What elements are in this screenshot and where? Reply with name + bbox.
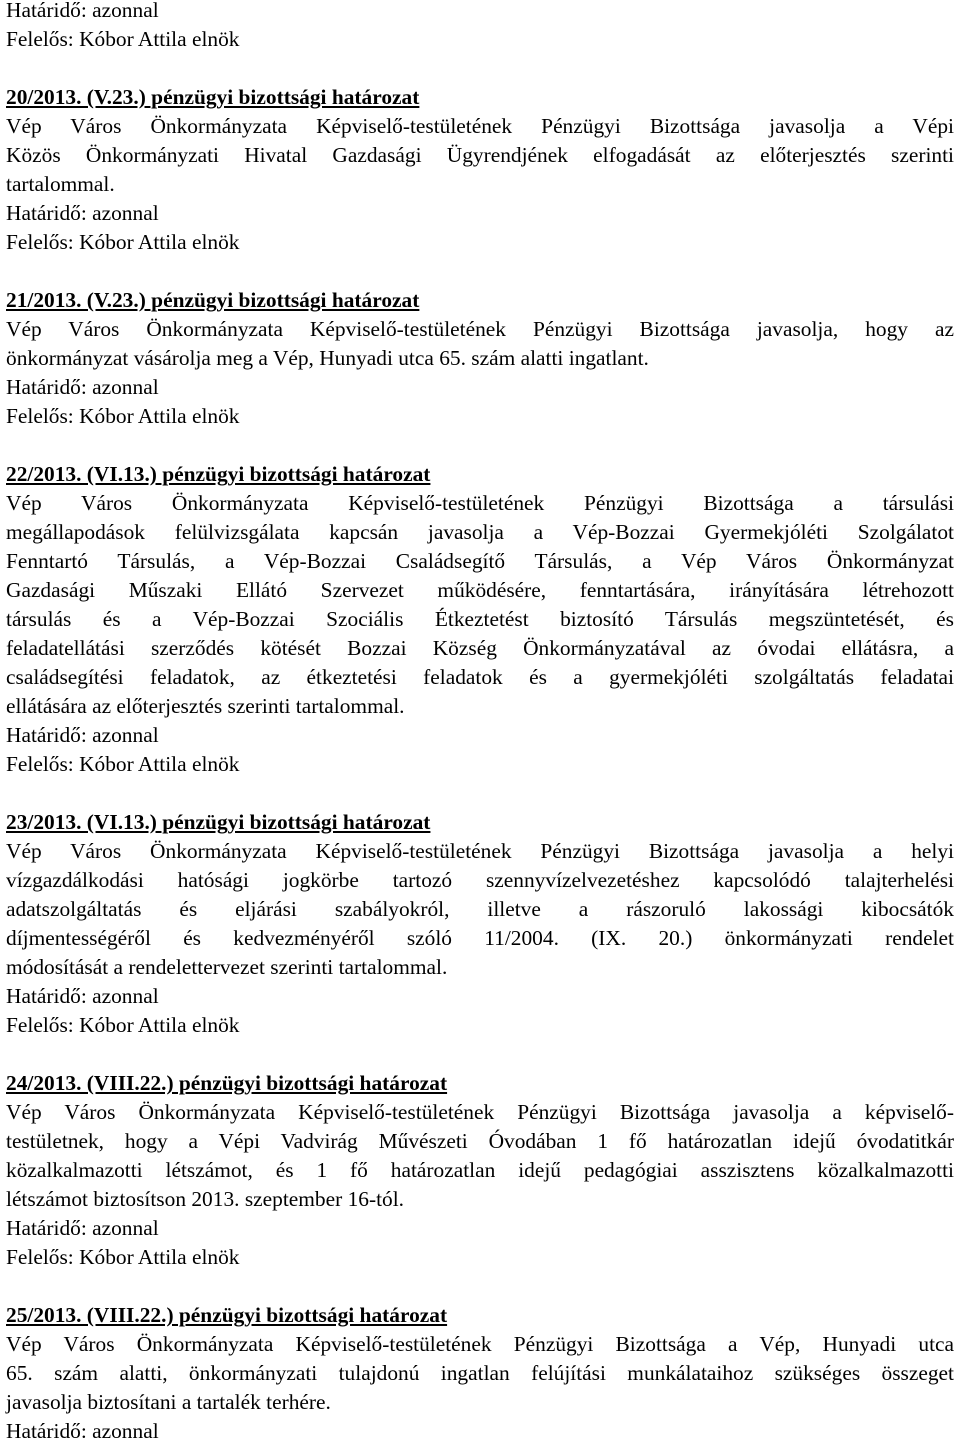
deadline-text: Határidő: azonnal — [6, 0, 159, 22]
body-line: ellátására az előterjesztés szerinti tartalommal. — [6, 694, 405, 718]
spacer — [6, 779, 954, 808]
resolution-21 — [6, 286, 954, 431]
body-line: feladatellátási szerződés kötését Bozzai Község Önkormányzatával az óvodai ellátásra, a — [6, 636, 954, 660]
body-line: közalkalmazotti létszámot, és 1 fő határozatlan idejű pedagógiai asszisztens közalkalmazotti — [6, 1158, 954, 1182]
resolution-20 — [6, 83, 954, 257]
body-line: javasolja biztosítani a tartalék terhére. — [6, 1390, 331, 1414]
deadline-text: Határidő: azonnal — [6, 1216, 159, 1240]
document-page — [6, 0, 954, 1446]
resolution-body — [6, 489, 954, 721]
body-line: testületnek, hogy a Vépi Vadvirág Művészeti Óvodában 1 fő határozatlan idejű óvodatitkár — [6, 1129, 954, 1153]
responsible-text: Felelős: Kóbor Attila elnök — [6, 752, 240, 776]
resolution-23 — [6, 808, 954, 1040]
resolution-22 — [6, 460, 954, 779]
resolution-heading: 24/2013. (VIII.22.) pénzügyi bizottsági határozat — [6, 1071, 448, 1095]
resolution-body — [6, 1330, 954, 1417]
spacer — [6, 257, 954, 286]
body-line: Vép Város Önkormányzata Képviselő-testületének Pénzügyi Bizottsága a társulási — [6, 491, 954, 515]
body-line: Vép Város Önkormányzata Képviselő-testületének Pénzügyi Bizottsága javasolja, hogy az — [6, 317, 954, 341]
resolution-24 — [6, 1069, 954, 1272]
body-line: önkormányzat vásárolja meg a Vép, Hunyadi utca 65. szám alatti ingatlant. — [6, 346, 649, 370]
spacer — [6, 54, 954, 83]
spacer — [6, 1040, 954, 1069]
resolution-body — [6, 315, 954, 373]
deadline-text: Határidő: azonnal — [6, 201, 159, 225]
body-line: Vép Város Önkormányzata Képviselő-testületének Pénzügyi Bizottsága a Vép, Hunyadi utca — [6, 1332, 954, 1356]
body-line: adatszolgáltatás és eljárási szabályokról, illetve a rászoruló lakossági kibocsátók — [6, 897, 954, 921]
deadline-text: Határidő: azonnal — [6, 1419, 159, 1443]
resolution-heading: 25/2013. (VIII.22.) pénzügyi bizottsági határozat — [6, 1303, 448, 1327]
body-line: 65. szám alatti, önkormányzati tulajdonú ingatlan felújítási munkálataihoz szükséges összeget — [6, 1361, 954, 1385]
responsible-text: Felelős: Kóbor Attila elnök — [6, 1245, 240, 1269]
responsible-text: Felelős: Kóbor Attila elnök — [6, 230, 240, 254]
resolution-body — [6, 1098, 954, 1214]
body-line: Közös Önkormányzati Hivatal Gazdasági Ügyrendjének elfogadását az előterjesztés szerinti — [6, 143, 954, 167]
body-line: Vép Város Önkormányzata Képviselő-testületének Pénzügyi Bizottsága javasolja a képviselő- — [6, 1100, 954, 1124]
body-line: Fenntartó Társulás, a Vép-Bozzai Családsegítő Társulás, a Vép Város Önkormányzat — [6, 549, 954, 573]
spacer — [6, 431, 954, 460]
resolution-body — [6, 837, 954, 982]
body-line: tartalommal. — [6, 172, 115, 196]
resolution-heading: 21/2013. (V.23.) pénzügyi bizottsági határozat — [6, 288, 420, 312]
responsible-text: Felelős: Kóbor Attila elnök — [6, 27, 240, 51]
body-line: módosítását a rendelettervezet szerinti tartalommal. — [6, 955, 448, 979]
body-line: Gazdasági Műszaki Ellátó Szervezet működésére, fenntartására, irányítására létrehozott — [6, 578, 954, 602]
responsible-text: Felelős: Kóbor Attila elnök — [6, 1013, 240, 1037]
body-line: díjmentességéről és kedvezményéről szóló 11/2004. (IX. 20.) önkormányzati rendelet — [6, 926, 954, 950]
body-line: Vép Város Önkormányzata Képviselő-testületének Pénzügyi Bizottsága javasolja a helyi — [6, 839, 954, 863]
body-line: társulás és a Vép-Bozzai Szociális Étkeztetést biztosító Társulás megszüntetését, és — [6, 607, 954, 631]
responsible-text: Felelős: Kóbor Attila elnök — [6, 404, 240, 428]
deadline-text: Határidő: azonnal — [6, 984, 159, 1008]
resolution-25 — [6, 1301, 954, 1446]
body-line: vízgazdálkodási hatósági jogkörbe tartozó szennyvízelvezetéshez kapcsolódó talajterhelési — [6, 868, 954, 892]
resolution-heading: 22/2013. (VI.13.) pénzügyi bizottsági határozat — [6, 462, 431, 486]
resolution-heading: 20/2013. (V.23.) pénzügyi bizottsági határozat — [6, 85, 420, 109]
spacer — [6, 1272, 954, 1301]
body-line: megállapodások felülvizsgálata kapcsán javasolja a Vép-Bozzai Gyermekjóléti Szolgálatot — [6, 520, 954, 544]
resolution-body — [6, 112, 954, 199]
deadline-text: Határidő: azonnal — [6, 723, 159, 747]
deadline-text: Határidő: azonnal — [6, 375, 159, 399]
resolution-heading: 23/2013. (VI.13.) pénzügyi bizottsági határozat — [6, 810, 431, 834]
body-line: létszámot biztosítson 2013. szeptember 16-tól. — [6, 1187, 405, 1211]
body-line: családsegítési feladatok, az étkeztetési feladatok és a gyermekjóléti szolgáltatás feladatai — [6, 665, 954, 689]
body-line: Vép Város Önkormányzata Képviselő-testületének Pénzügyi Bizottsága javasolja a Vépi — [6, 114, 954, 138]
